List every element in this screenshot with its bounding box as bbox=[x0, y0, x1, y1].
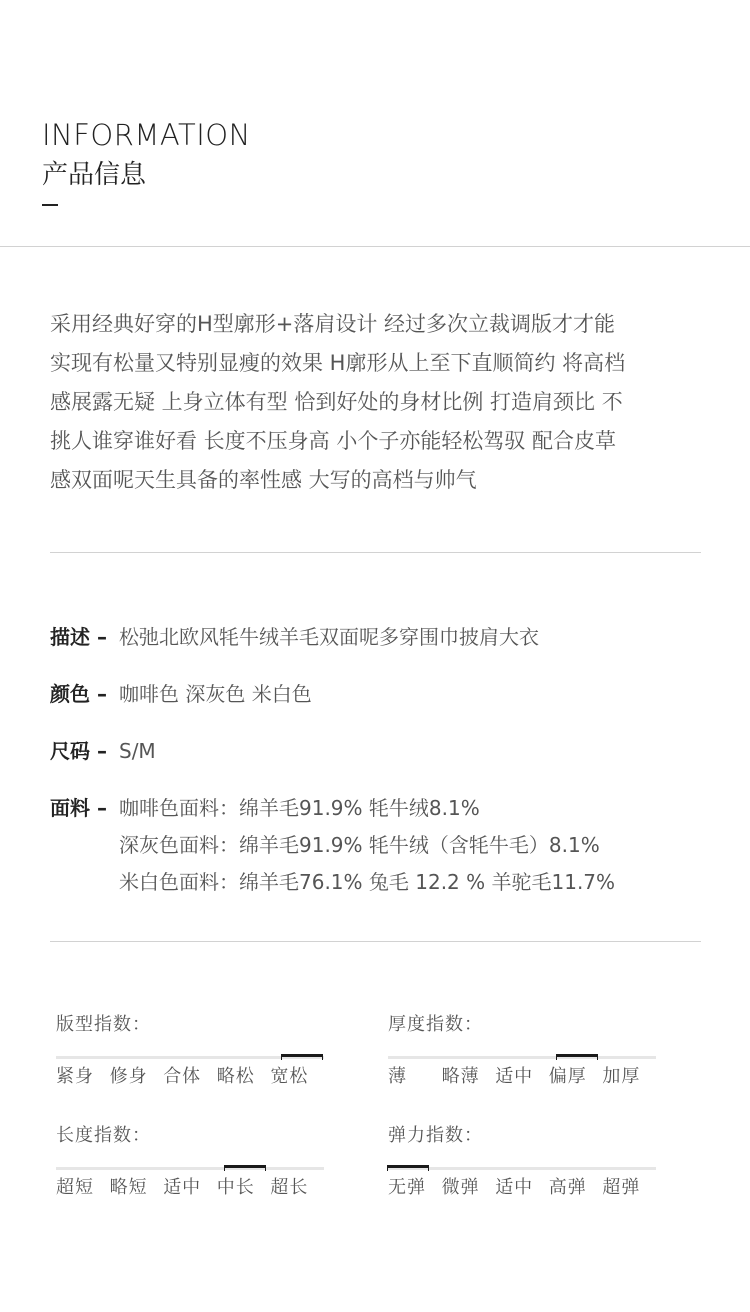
section-divider bbox=[50, 552, 701, 553]
index-option: 薄 bbox=[388, 1066, 407, 1087]
index-marker bbox=[556, 1054, 598, 1057]
intro-line: 挑人谁穿谁好看 长度不压身高 小个子亦能轻松驾驭 配合皮草 bbox=[50, 429, 617, 453]
index-options bbox=[388, 1064, 656, 1090]
intro-paragraph bbox=[50, 305, 710, 500]
intro-line: 采用经典好穿的H型廓形+落肩设计 经过多次立裁调版才才能 bbox=[50, 312, 616, 336]
spec-value-line: 深灰色面料：绵羊毛91.9% 牦牛绒（含牦牛毛）8.1% bbox=[119, 833, 600, 857]
index-option: 适中 bbox=[495, 1177, 534, 1198]
spec-dash: – bbox=[97, 682, 107, 706]
spec-key: 描述 bbox=[50, 625, 90, 649]
index-options bbox=[56, 1175, 324, 1201]
spec-row-fabric bbox=[50, 794, 615, 901]
index-options bbox=[56, 1064, 324, 1090]
index-option: 略薄 bbox=[441, 1066, 480, 1087]
spec-dash: – bbox=[97, 625, 107, 649]
index-track bbox=[388, 1167, 656, 1170]
intro-line: 感展露无疑 上身立体有型 恰到好处的身材比例 打造肩颈比 不 bbox=[50, 390, 623, 414]
header-title-en: INFORMATION bbox=[42, 118, 251, 152]
index-elasticity bbox=[388, 1125, 656, 1201]
index-option: 中长 bbox=[216, 1177, 255, 1198]
info-header bbox=[42, 118, 251, 206]
index-marker bbox=[224, 1165, 266, 1168]
index-option: 超弹 bbox=[602, 1177, 641, 1198]
spec-row-description bbox=[50, 623, 539, 652]
index-option: 适中 bbox=[163, 1177, 202, 1198]
index-title: 弹力指数： bbox=[388, 1125, 483, 1146]
index-option: 偏厚 bbox=[548, 1066, 587, 1087]
index-option: 略松 bbox=[216, 1066, 255, 1087]
index-marker bbox=[387, 1165, 429, 1168]
index-option: 宽松 bbox=[270, 1066, 309, 1087]
index-option: 加厚 bbox=[602, 1066, 641, 1087]
index-track bbox=[56, 1167, 324, 1170]
index-option: 紧身 bbox=[56, 1066, 94, 1087]
spec-key: 尺码 bbox=[50, 739, 90, 763]
spec-value bbox=[119, 737, 156, 766]
spec-dash: – bbox=[97, 796, 107, 820]
spec-key: 颜色 bbox=[50, 682, 90, 706]
top-divider bbox=[0, 246, 750, 247]
index-length bbox=[56, 1125, 324, 1201]
intro-line: 感双面呢天生具备的率性感 大写的高档与帅气 bbox=[50, 468, 477, 492]
index-option: 适中 bbox=[495, 1066, 534, 1087]
spec-value-line: 松弛北欧风牦牛绒羊毛双面呢多穿围巾披肩大衣 bbox=[119, 625, 539, 649]
spec-key: 面料 bbox=[50, 796, 90, 820]
intro-line: 实现有松量又特别显瘦的效果 H廓形从上至下直顺简约 将高档 bbox=[50, 351, 626, 375]
index-title: 版型指数： bbox=[56, 1014, 151, 1035]
index-option: 合体 bbox=[163, 1066, 202, 1087]
index-track bbox=[56, 1056, 324, 1059]
spec-row-size bbox=[50, 737, 156, 766]
index-option: 高弹 bbox=[548, 1177, 587, 1198]
section-divider bbox=[50, 941, 701, 942]
index-option: 超短 bbox=[56, 1177, 94, 1198]
index-options bbox=[388, 1175, 656, 1201]
spec-value bbox=[119, 790, 615, 901]
index-thickness bbox=[388, 1014, 656, 1090]
spec-value-line: 咖啡色 深灰色 米白色 bbox=[119, 682, 312, 706]
index-option: 略短 bbox=[109, 1177, 148, 1198]
index-track bbox=[388, 1056, 656, 1059]
header-dash-decoration bbox=[42, 204, 58, 206]
spec-value bbox=[119, 680, 312, 709]
index-option: 微弹 bbox=[441, 1177, 480, 1198]
spec-value bbox=[119, 623, 539, 652]
index-fit bbox=[56, 1014, 324, 1090]
spec-dash: – bbox=[97, 739, 107, 763]
spec-value-line: 米白色面料：绵羊毛76.1% 兔毛 12.2 % 羊驼毛11.7% bbox=[119, 870, 616, 894]
spec-value-line: 咖啡色面料：绵羊毛91.9% 牦牛绒8.1% bbox=[119, 796, 480, 820]
index-option: 超长 bbox=[270, 1177, 309, 1198]
header-title-cn: 产品信息 bbox=[42, 160, 147, 190]
index-title: 长度指数： bbox=[56, 1125, 151, 1146]
spec-row-color bbox=[50, 680, 312, 709]
spec-value-line: S/M bbox=[119, 739, 156, 763]
index-option: 修身 bbox=[109, 1066, 148, 1087]
index-option: 无弹 bbox=[388, 1177, 426, 1198]
index-title: 厚度指数： bbox=[388, 1014, 483, 1035]
index-marker bbox=[281, 1054, 323, 1057]
